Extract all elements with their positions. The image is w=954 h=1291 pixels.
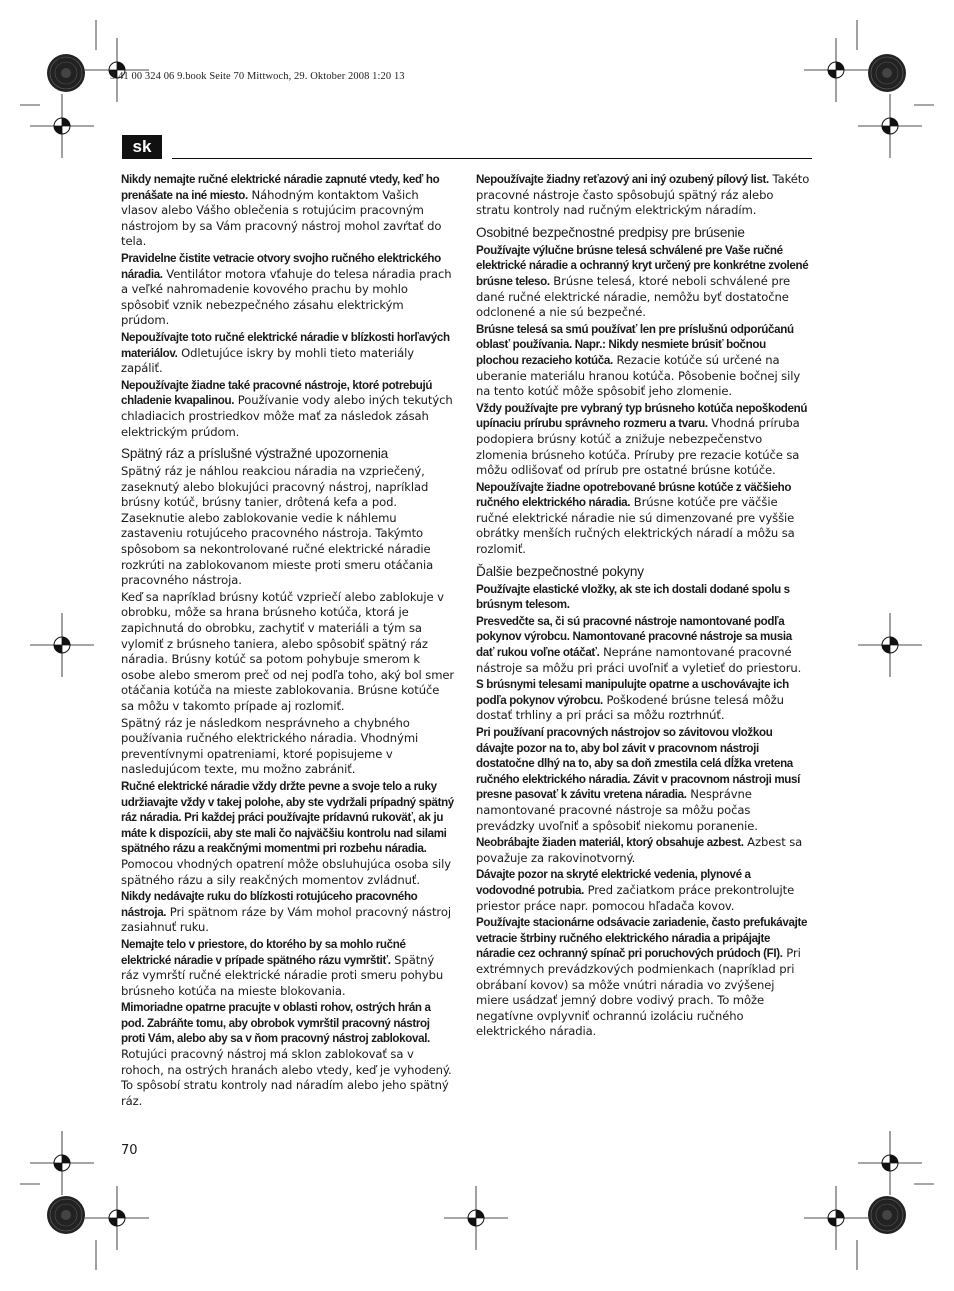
file-info-line: 3 41 00 324 06 9.book Seite 70 Mittwoch, 29. Oktober 2008 1:20 13 [110,71,405,82]
paragraph [476,614,810,676]
paragraph [476,835,810,866]
paragraph [476,322,810,400]
paragraph-bold-lead: Nepoužívajte toto ručné elektrické náradie v blízkosti horľavých materiálov. [121,330,450,360]
paragraph [476,867,810,914]
paragraph-body: Takéto pracovné nástroje často spôsobujú spätný ráz alebo stratu kontroly nad ručným elektrickým náradím. [476,172,810,218]
paragraph-body: Ventilátor motora vťahuje do telesa náradia prach a veľké nahromadenie kovového prachu by mohlo spôsobiť vznik nebezpečného zásahu elektrickým prúdom. [121,266,452,328]
paragraph-body: Odletujúce iskry by mohli tieto materiály zapáliť. [121,345,415,376]
paragraph-body: Pri spätnom ráze by Vám mohol pracovný nástroj zasiahnuť ruku. [121,904,451,935]
paragraph-bold-lead: Nikdy nemajte ručné elektrické náradie zapnuté vtedy, keď ho prenášate na iné miesto. [121,173,440,202]
paragraph-body: Rezacie kotúče sú určené na uberanie materiálu hranou kotúča. Pôsobenie bočnej sily na tento kotúč môže spôsobiť jeho zlomenie. [476,352,801,399]
paragraph-bold-lead: Používajte stacionárne odsávacie zariadenie, často prefukávajte vetracie štrbiny ručného elektrického náradia a pripájajte náradie cez ochranný spínač pri poruchových prúdoch (FI). [476,916,808,961]
left-column [121,172,455,1110]
paragraph [121,716,455,778]
paragraph [476,401,810,479]
section-heading: Spätný ráz a príslušné výstražné upozornenia [121,446,389,462]
paragraph-body: Používanie vody alebo iných tekutých chladiacich prostriedkov môže mať za následok zásah elektrickým prúdom. [121,393,453,439]
paragraph [476,677,810,724]
paragraph [476,725,810,834]
paragraph-bold-lead: Mimoriadne opatrne pracujte v oblasti rohov, ostrých hrán a pod. Zabráňte tomu, aby obrobok vymrštil pracovný nástroj proti Vám, alebo aby sa v ňom pracovný nástroj zablokoval. [121,1001,431,1046]
language-tab: sk [122,135,162,159]
paragraph-body: Náhodným kontaktom Vašich vlasov alebo Vášho oblečenia s rotujúcim pracovným nástrojom by sa Vám pracovný nástroj mohol zavŕtať do tela. [121,187,442,249]
paragraph [121,330,455,377]
paragraph-bold-lead: Pravidelne čistite vetracie otvory svojho ručného elektrického náradia. [121,251,441,281]
paragraph [476,582,810,613]
paragraph [121,779,455,888]
paragraph [476,172,810,219]
paragraph-body: Brúsne telesá, ktoré neboli schválené pre dané ručné elektrické náradie, nemôžu byť dostatočne odclonené a nie sú bezpečné. [476,273,791,320]
paragraph [476,915,810,1040]
paragraph-body: Keď sa napríklad brúsny kotúč vzpriečí alebo zablokuje v obrobku, môže sa hrana brúsneho kotúča, ktorá je zapichnutá do obrobku, zachytiť v materiáli a tým sa vylomiť z brúsneho taniera, alebo spôsobiť spätný ráz náradia. Brúsny kotúč sa potom pohybuje smerom k osobe alebo smerom preč od nej podľa toho, aký bol smer otáčania kotúča na mieste zablokovania. Brúsne kotúče sa môžu v takomto prípade aj rozlomiť. [121,589,455,713]
paragraph [121,464,455,589]
paragraph-bold-lead: Dávajte pozor na skryté elektrické vedenia, plynové a vodovodné potrubia. [476,868,751,897]
paragraph-bold-lead: Nemajte telo v priestore, do ktorého by sa mohlo ručné elektrické náradie v prípade spätného rázu vymrštiť. [121,937,406,967]
paragraph-bold-lead: Neobrábajte žiaden materiál, ktorý obsahuje azbest. [476,836,744,850]
paragraph-body: Nepráne namontované pracovné nástroje sa môžu pri práci uvoľniť a vyletieť do priestoru. [476,645,802,675]
page-number: 70 [121,1143,138,1158]
right-column [476,172,810,1041]
paragraph [121,937,455,999]
header-rule [172,158,812,159]
paragraph-bold-lead: Používajte elastické vložky, ak ste ich dostali dodané spolu s brúsnym telesom. [476,582,790,612]
paragraph-bold-lead: Vždy používajte pre vybraný typ brúsneho kotúča nepoškodenú upínaciu prírubu správneho rozmeru a tvaru. [476,401,808,431]
paragraph [121,889,455,936]
paragraph-body: Spätný ráz je náhlou reakciou náradia na vzpriečený, zaseknutý alebo blokujúci pracovný nástroj, napríklad brúsny kotúč, brúsny tanier, drôtená kefa a pod. Zaseknutie alebo zablokovanie vedie k náhlemu zastaveniu rotujúceho pracovného nástroja. Takýmto spôsobom sa nekontrolované ručné elektrické náradie rozkrúti na zablokovanom mieste proti smeru otáčania pracovného nástroja. [121,464,434,588]
paragraph-body: Rotujúci pracovný nástroj má sklon zablokovať sa v rohoch, na ostrých hranách alebo vtedy, keď je vyhodený. To spôsobí stratu kontroly nad náradím alebo jeho spätný ráz. [121,1047,452,1108]
paragraph-bold-lead: Nepoužívajte žiadne opotrebované brúsne kotúče z väčšieho ručného elektrického náradia. [476,480,792,510]
paragraph-body: Brúsne kotúče pre väčšie ručné elektrické náradie nie sú dimenzované pre vyššie obrátky menších ručných elektrických náradí a môžu sa rozlomiť. [476,495,795,557]
paragraph-body: Spätný ráz je následkom nesprávneho a chybného používania ručného elektrického náradia. Vhodnými preventívnymi opatreniami, ktoré popisujeme v nasledujúcom texte, mu možno zabrániť. [121,715,419,777]
paragraph-bold-lead: Ručné elektrické náradie vždy držte pevne a svoje telo a ruky udržiavajte vždy v takej polohe, aby ste vydržali prípadný spätný ráz náradia. Pri každej práci používajte prídavnú rukoväť, ak ju máte k dispozícii, aby ste mali čo najväčšiu kontrolu nad silami spätného rázu a reakčnými momentmi pri rozbehu náradia. [121,779,454,856]
paragraph-bold-lead: Nepoužívajte žiadny reťazový ani iný ozubený pílový list. [476,173,769,186]
paragraph-bold-lead: Pri používaní pracovných nástrojov so závitovou vložkou dávajte pozor na to, aby bol závit v pracovnom nástroji dostatočne dlhý na to, aby sa doň zmestila celá dĺžka vretena ručného elektrického náradia. Závit v pracovnom nástroji musí presne pasovať k závitu vretena náradia. [476,726,800,802]
paragraph-body: Poškodené brúsne telesá môžu dostať trhliny a pri práci sa môžu roztrhnúť. [476,692,784,723]
paragraph-bold-lead: Presvedčte sa, či sú pracovné nástroje namontované podľa pokynov výrobcu. Namontované pracovné nástroje sa musia dať rukou voľne otáčať. [476,614,792,660]
paragraph-body: Vhodná príruba podopiera brúsny kotúč a znižuje nebezpečenstvo zlomenia brúsneho kotúča. Príruby pre rezacie kotúče sa môžu odlišovať od prírub pre ostatné brúsne kotúče. [476,416,800,478]
paragraph [121,1000,455,1109]
paragraph-bold-lead: S brúsnymi telesami manipulujte opatrne a uschovávajte ich podľa pokynov výrobcu. [476,678,789,707]
paragraph [121,378,455,440]
paragraph [121,590,455,715]
paragraph [121,172,455,250]
paragraph-body: Pred začiatkom práce prekontrolujte priestor práce napr. pomocou hľadača kovov. [476,882,795,913]
paragraph-bold-lead: Nikdy nedávajte ruku do blízkosti rotujúceho pracovného nástroja. [121,890,418,919]
paragraph [476,480,810,558]
paragraph-body: Spätný ráz vymrští ručné elektrické náradie proti smeru pohybu brúsneho kotúča na mieste blokovania. [121,952,444,998]
paragraph [121,251,455,329]
paragraph-body: Pomocou vhodných opatrení môže obsluhujúca osoba sily spätného rázu a sily reakčných momentov zvládnuť. [121,856,452,887]
paragraph-body: Azbest sa považuje za rakovinotvorný. [476,835,803,865]
section-heading: Osobitné bezpečnostné predpisy pre brúsenie [476,224,745,240]
paragraph-bold-lead: Brúsne telesá sa smú používať len pre príslušnú odporúčanú oblasť používania. Napr.: Nikdy nesmiete brúsiť bočnou plochou rezacieho kotúča. [476,322,794,367]
section-heading: Ďalšie bezpečnostné pokyny [476,563,644,579]
paragraph-bold-lead: Nepoužívajte žiadne také pracovné nástroje, ktoré potrebujú chladenie kvapalinou. [121,378,433,408]
paragraph-bold-lead: Používajte výlučne brúsne telesá schválené pre Vaše ručné elektrické náradie a ochranný kryt určený pre konkrétne zvolené brúsne teleso. [476,243,809,288]
paragraph-body: Pri extrémnych prevádzkových podmienkach (napríklad pri obrábaní kovov) sa môže vnútri náradia vo zvýšenej miere usádzať jemný dobre vodivý prach. To môže negatívne ovplyvniť ochrannú izoláciu ručného elektrického náradia. [476,946,801,1039]
paragraph [476,243,810,321]
paragraph-body: Nesprávne namontované pracovné nástroje sa môžu počas prevádzky uvoľniť a spôsobiť niekomu poranenie. [476,787,758,833]
